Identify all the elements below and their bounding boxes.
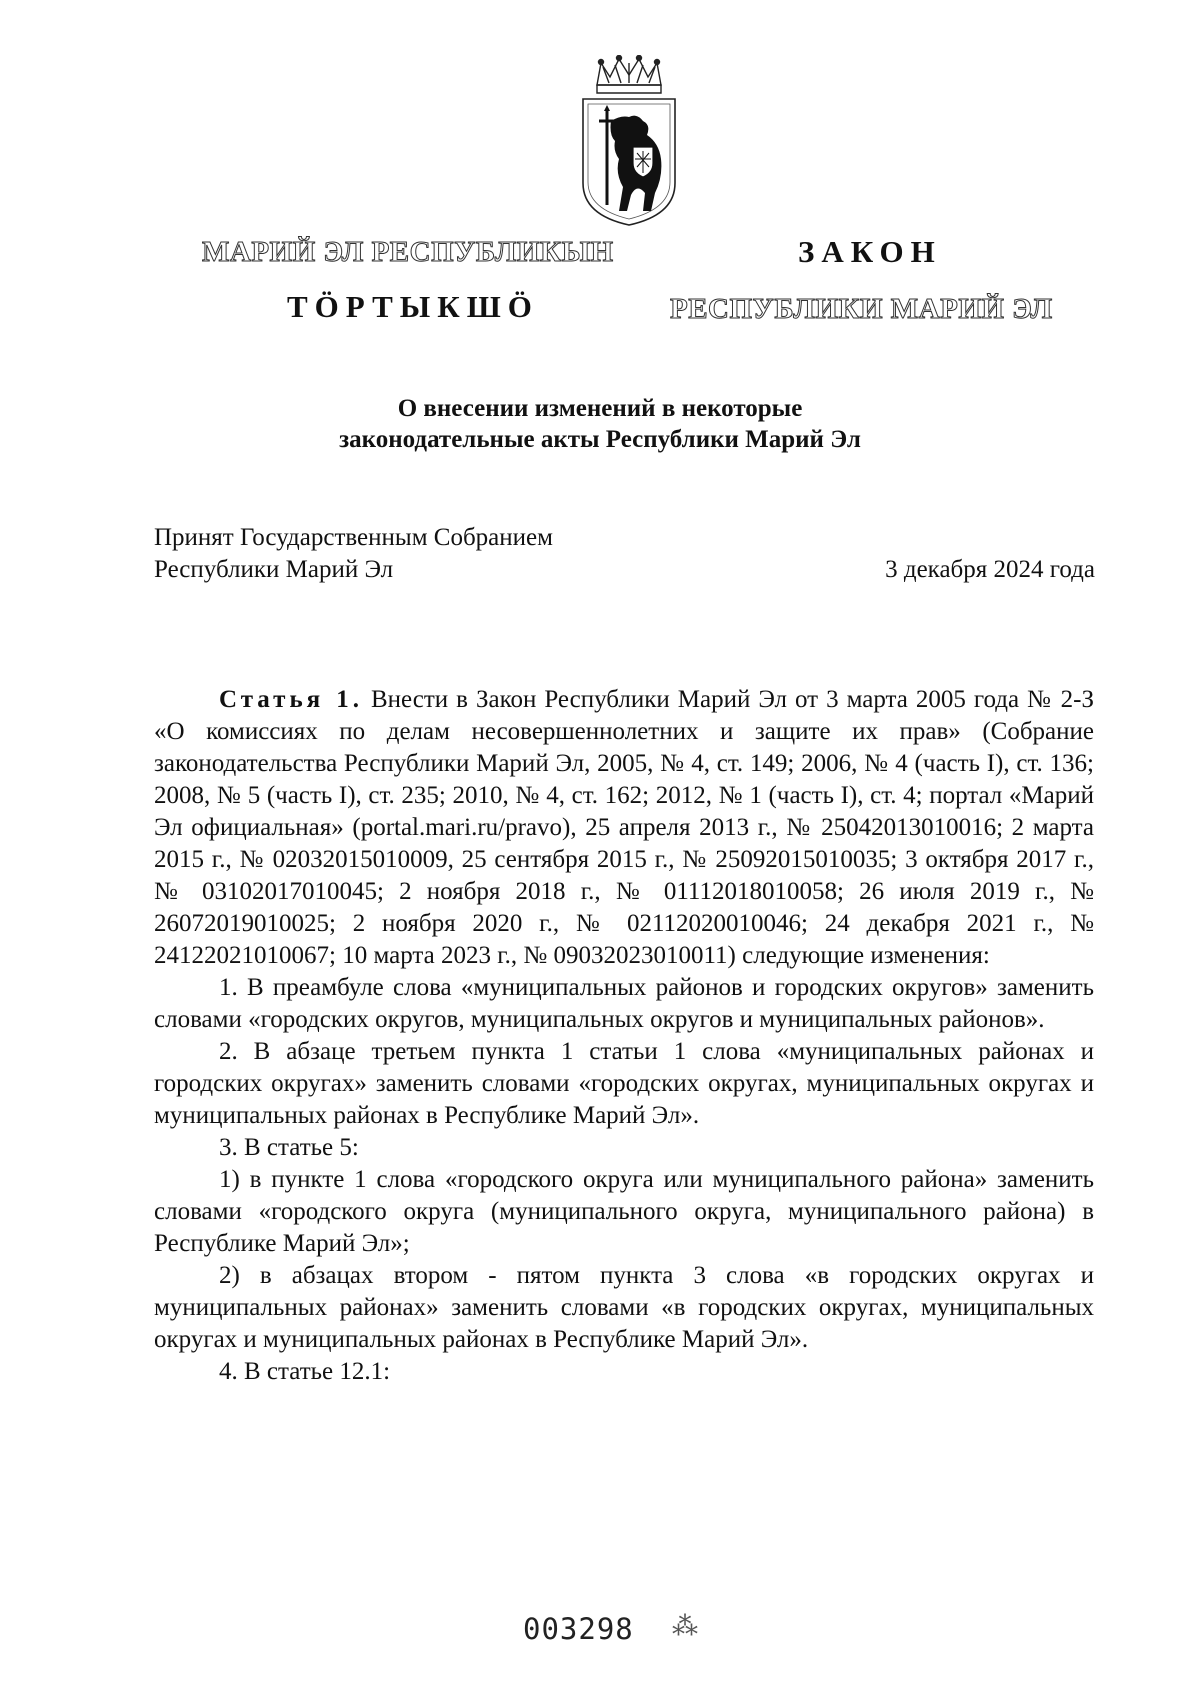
header-left-top: МАРИЙ ЭЛ РЕСПУБЛИКЫН [202, 236, 614, 268]
header-right-bottom: РЕСПУБЛИКИ МАРИЙ ЭЛ [670, 293, 1053, 325]
article-item: 1. В преамбуле слова «муниципальных районов и городских округов» заменить словами «городских округов, муниципальных округов и муниципальных районов». [154, 974, 1094, 1033]
title-line-1: О внесении изменений в некоторые [397, 395, 803, 422]
article-intro-paragraph [154, 684, 1094, 972]
article-item: 2. В абзаце третьем пункта 1 статьи 1 слова «муниципальных районах и городских округах» заменить словами «городских округах, муниципальных округах и муниципальных районах в Республике Марий Эл». [154, 1038, 1094, 1129]
document-title [0, 393, 1200, 455]
article-intro: Внести в Закон Республики Марий Эл от 3 марта 2005 года № 2-З «О комиссиях по делам несовершеннолетних и защите их прав» (Собрание законодательства Республики Марий Эл, 2005, № 4, ст. 149; 2006, № 4 (часть I), ст. 136; 2008, № 5 (часть I), ст. 235; 2010, № 4, ст. 162; 2012, № 1 (часть I), ст. 4; портал «Марий Эл официальная» (portal.mari.ru/pravo), 25 апреля 2013 г., № 25042013010016; 2 марта 2015 г., № 02032015010009, 25 сентября 2015 г., № 25092015010035; 3 октября 2017 г., № 03102017010045; 2 ноября 2018 г., № 01112018010058; 26 июля 2019 г., № 26072019010025; 2 ноября 2020 г., № 02112020010046; 24 декабря 2021 г., № 24122021010067; 10 марта 2023 г., № 09032023010011) следующие изменения: [154, 686, 1095, 969]
article-body [154, 684, 1094, 1388]
adoption-block [154, 522, 553, 586]
serial-number: 003298 [523, 1612, 634, 1646]
title-line-2: законодательные акты Республики Марий Эл [339, 426, 861, 453]
adopted-line-2: Республики Марий Эл [154, 556, 394, 583]
coat-of-arms-icon [577, 55, 681, 227]
article-item: 3. В статье 5: [219, 1134, 359, 1161]
article-item: 1) в пункте 1 слова «городского округа или муниципального района» заменить словами «городского округа (муниципального округа, муниципального района) в Республике Марий Эл»; [154, 1166, 1094, 1257]
article-heading: Статья 1. [219, 686, 363, 713]
article-item: 4. В статье 12.1: [219, 1358, 391, 1385]
adoption-date: 3 декабря 2024 года [885, 556, 1095, 583]
adopted-line-1: Принят Государственным Собранием [154, 524, 553, 551]
article-item: 2) в абзацах втором - пятом пункта 3 слова «в городских округах и муниципальных районах» заменить словами «в городских округах, муниципальных округах и муниципальных районах в Республике Марий Эл». [154, 1262, 1094, 1353]
header-right-top: ЗАКОН [798, 234, 942, 269]
asterism-mark: ⁂ [672, 1612, 698, 1641]
header-left-bottom: ТӦРТЫКШӦ [287, 289, 539, 324]
